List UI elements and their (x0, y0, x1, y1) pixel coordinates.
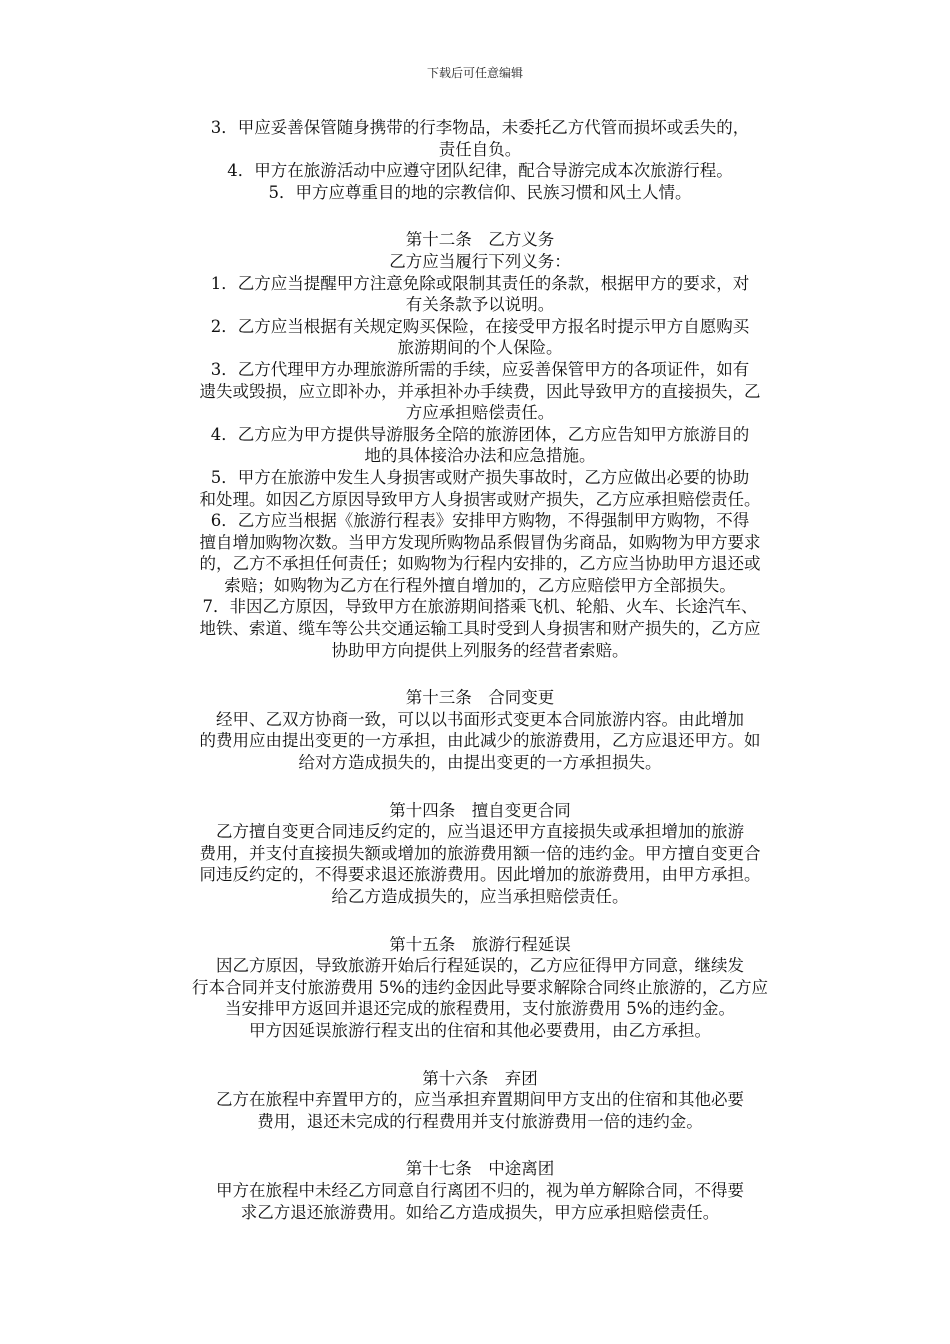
section-article-14 (150, 800, 810, 908)
paragraph-line: 的费用应由提出变更的一方承担，由此减少的旅游费用，乙方应退还甲方。如 (199, 731, 761, 751)
page-header: 下载后可任意编辑 (426, 66, 523, 80)
section-article-17 (150, 1158, 810, 1223)
section-heading: 第十四条 擅自变更合同 (389, 800, 571, 820)
paragraph-line: 遗失或毁损，应立即补办，并承担补办手续费，因此导致甲方的直接损失，乙 (199, 381, 761, 401)
paragraph-line: 方应承担赔偿责任。 (405, 403, 555, 423)
paragraph-line: 同违反约定的，不得要求退还旅游费用。因此增加的旅游费用，由甲方承担。 (199, 865, 761, 885)
paragraph-line: 7．非因乙方原因，导致甲方在旅游期间搭乘飞机、轮船、火车、长途汽车、 (202, 597, 758, 617)
section-tourist-duties-continued (150, 117, 810, 203)
paragraph-line: 责任自负。 (438, 139, 522, 159)
paragraph-line: 1．乙方应当提醒甲方注意免除或限制其责任的条款，根据甲方的要求，对 (210, 273, 750, 293)
paragraph-line: 地铁、索道、缆车等公共交通运输工具时受到人身损害和财产损失的，乙方应 (199, 619, 761, 639)
document-body (150, 117, 810, 1249)
paragraph-line: 索赔；如购物为乙方在行程外擅自增加的，乙方应赔偿甲方全部损失。 (224, 575, 736, 595)
paragraph-line: 乙方应当履行下列义务： (389, 251, 571, 271)
paragraph-line: 当安排甲方返回并退还完成的旅程费用，支付旅游费用 5%的违约金。 (225, 999, 735, 1019)
paragraph-line: 因乙方原因，导致旅游开始后行程延误的，乙方应征得甲方同意，继续发 (216, 956, 744, 976)
paragraph-line: 地的具体接洽办法和应急措施。 (364, 446, 596, 466)
paragraph-line: 经甲、乙双方协商一致，可以以书面形式变更本合同旅游内容。由此增加 (216, 709, 744, 729)
paragraph-line: 行本合同并支付旅游费用 5%的违约金因此导要求解除合同终止旅游的，乙方应 (192, 977, 768, 997)
section-article-15 (150, 934, 810, 1042)
section-article-13 (150, 687, 810, 773)
section-heading: 第十六条 弃团 (422, 1068, 538, 1088)
section-heading: 第十七条 中途离团 (405, 1159, 555, 1179)
paragraph-line: 6．乙方应当根据《旅游行程表》安排甲方购物，不得强制甲方购物，不得 (210, 511, 750, 531)
paragraph-line: 4．甲方在旅游活动中应遵守团队纪律，配合导游完成本次旅游行程。 (227, 161, 733, 181)
paragraph-line: 费用，退还未完成的行程费用并支付旅游费用一倍的违约金。 (257, 1111, 703, 1131)
paragraph-line: 3．甲应妥善保管随身携带的行李物品，未委托乙方代管而损坏或丢失的， (210, 118, 750, 137)
paragraph-line: 甲方因延误旅游行程支出的住宿和其他必要费用，由乙方承担。 (249, 1020, 711, 1040)
paragraph-line: 5．甲方在旅游中发生人身损害或财产损失事故时，乙方应做出必要的协助 (210, 467, 750, 487)
paragraph-line: 旅游期间的个人保险。 (397, 338, 563, 358)
paragraph-line: 有关条款予以说明。 (405, 295, 555, 315)
section-heading: 第十三条 合同变更 (405, 688, 555, 708)
paragraph-line: 给对方造成损失的，由提出变更的一方承担损失。 (298, 753, 662, 773)
paragraph-line: 给乙方造成损失的，应当承担赔偿责任。 (331, 887, 629, 906)
section-article-12 (150, 229, 810, 661)
paragraph-line: 5．甲方应尊重目的地的宗教信仰、民族习惯和风土人情。 (268, 182, 692, 202)
paragraph-line: 4．乙方应为甲方提供导游服务全陪的旅游团体，乙方应告知甲方旅游目的 (210, 424, 750, 444)
paragraph-line: 协助甲方向提供上列服务的经营者索赔。 (331, 640, 629, 660)
paragraph-line: 2．乙方应当根据有关规定购买保险，在接受甲方报名时提示甲方自愿购买 (210, 316, 750, 336)
paragraph-line: 3．乙方代理甲方办理旅游所需的手续，应妥善保管甲方的各项证件，如有 (210, 359, 750, 379)
paragraph-line: 和处理。如因乙方原因导致甲方人身损害或财产损失，乙方应承担赔偿责任。 (199, 489, 761, 509)
section-heading: 第十二条 乙方义务 (405, 230, 555, 250)
section-article-16 (150, 1068, 810, 1133)
paragraph-line: 甲方在旅程中未经乙方同意自行离团不归的，视为单方解除合同，不得要 (216, 1180, 744, 1200)
paragraph-line: 求乙方退还旅游费用。如给乙方造成损失，甲方应承担赔偿责任。 (240, 1202, 720, 1222)
paragraph-line: 费用，并支付直接损失额或增加的旅游费用额一倍的违约金。甲方擅自变更合 (199, 843, 761, 863)
paragraph-line: 的，乙方不承担任何责任；如购物为行程内安排的，乙方应当协助甲方退还或 (199, 554, 761, 574)
paragraph-line: 乙方擅自变更合同违反约定的，应当退还甲方直接损失或承担增加的旅游 (216, 822, 744, 842)
paragraph-line: 擅自增加购物次数。当甲方发现所购物品系假冒伪劣商品，如购物为甲方要求 (199, 532, 761, 552)
section-heading: 第十五条 旅游行程延误 (389, 934, 571, 954)
paragraph-line: 乙方在旅程中弃置甲方的，应当承担弃置期间甲方支出的住宿和其他必要 (216, 1090, 744, 1110)
